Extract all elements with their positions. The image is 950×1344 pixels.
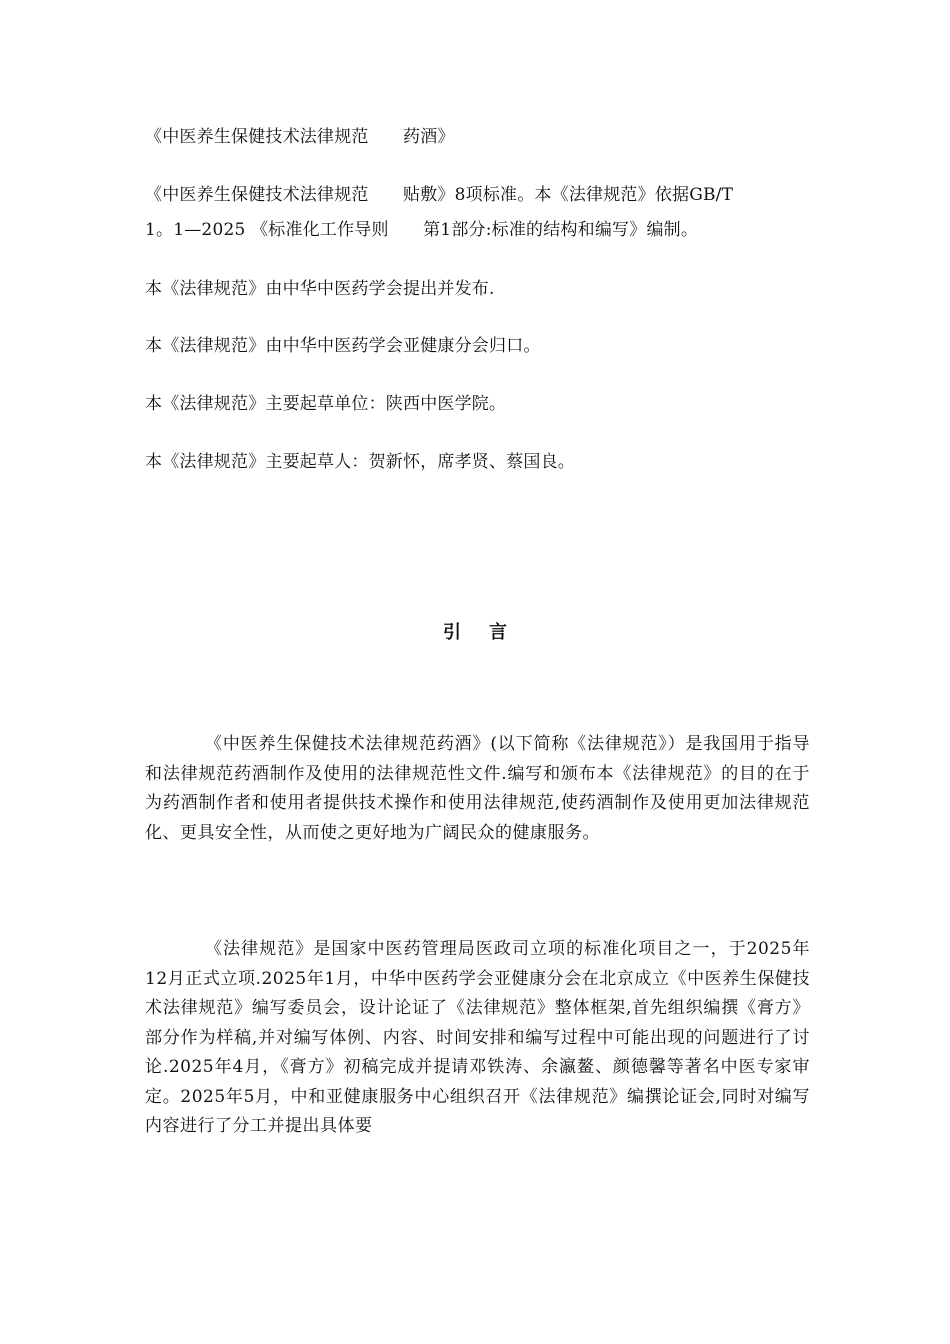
drafting-unit-statement: 本《法律规范》主要起草单位：陕西中医学院。 <box>145 394 507 414</box>
administrator-statement: 本《法律规范》由中华中医药学会亚健康分会归口。 <box>145 336 541 356</box>
introduction-heading: 引言 <box>443 622 535 643</box>
standard-title-line-tiefu: 《中医养生保健技术法律规范 贴敷》8项标准。本《法律规范》依据GB/T <box>145 185 734 205</box>
introduction-paragraph-2: 《法律规范》是国家中医药管理局医政司立项的标准化项目之一，于2025年12月正式立项.2025年1月，中华中医药学会亚健康分会在北京成立《中医养生保健技术法律规范》编写委员会，设计论证了《法律规范》整体框架,首先组织编撰《膏方》部分作为样稿,并对编写体例、内容、时间安排和编写过程中可能出现的问题进行了讨论.2025年4月，《膏方》初稿完成并提请邓铁涛、余瀛鳌、颜德馨等著名中医专家审定。2025年5月，中和亚健康服务中心组织召开《法律规范》编撰论证会,同时对编写内容进行了分工并提出具体要 <box>145 939 810 1136</box>
standard-basis-line: 1。1—2025 《标准化工作导则 第1部分:标准的结构和编写》编制。 <box>145 220 699 240</box>
proposer-statement: 本《法律规范》由中华中医药学会提出并发布. <box>145 279 495 299</box>
drafters-statement: 本《法律规范》主要起草人：贺新怀，席孝贤、蔡国良。 <box>145 452 575 472</box>
standard-title-line-yaojiu: 《中医养生保健技术法律规范 药酒》 <box>145 127 455 147</box>
introduction-paragraph-1: 《中医养生保健技术法律规范药酒》(以下简称《法律规范》）是我国用于指导和法律规范药酒制作及使用的法律规范性文件.编写和颁布本《法律规范》的目的在于为药酒制作者和使用者提供技术操作和使用法律规范,使药酒制作及使用更加法律规范化、更具安全性，从而使之更好地为广阔民众的健康服务。 <box>145 734 810 843</box>
